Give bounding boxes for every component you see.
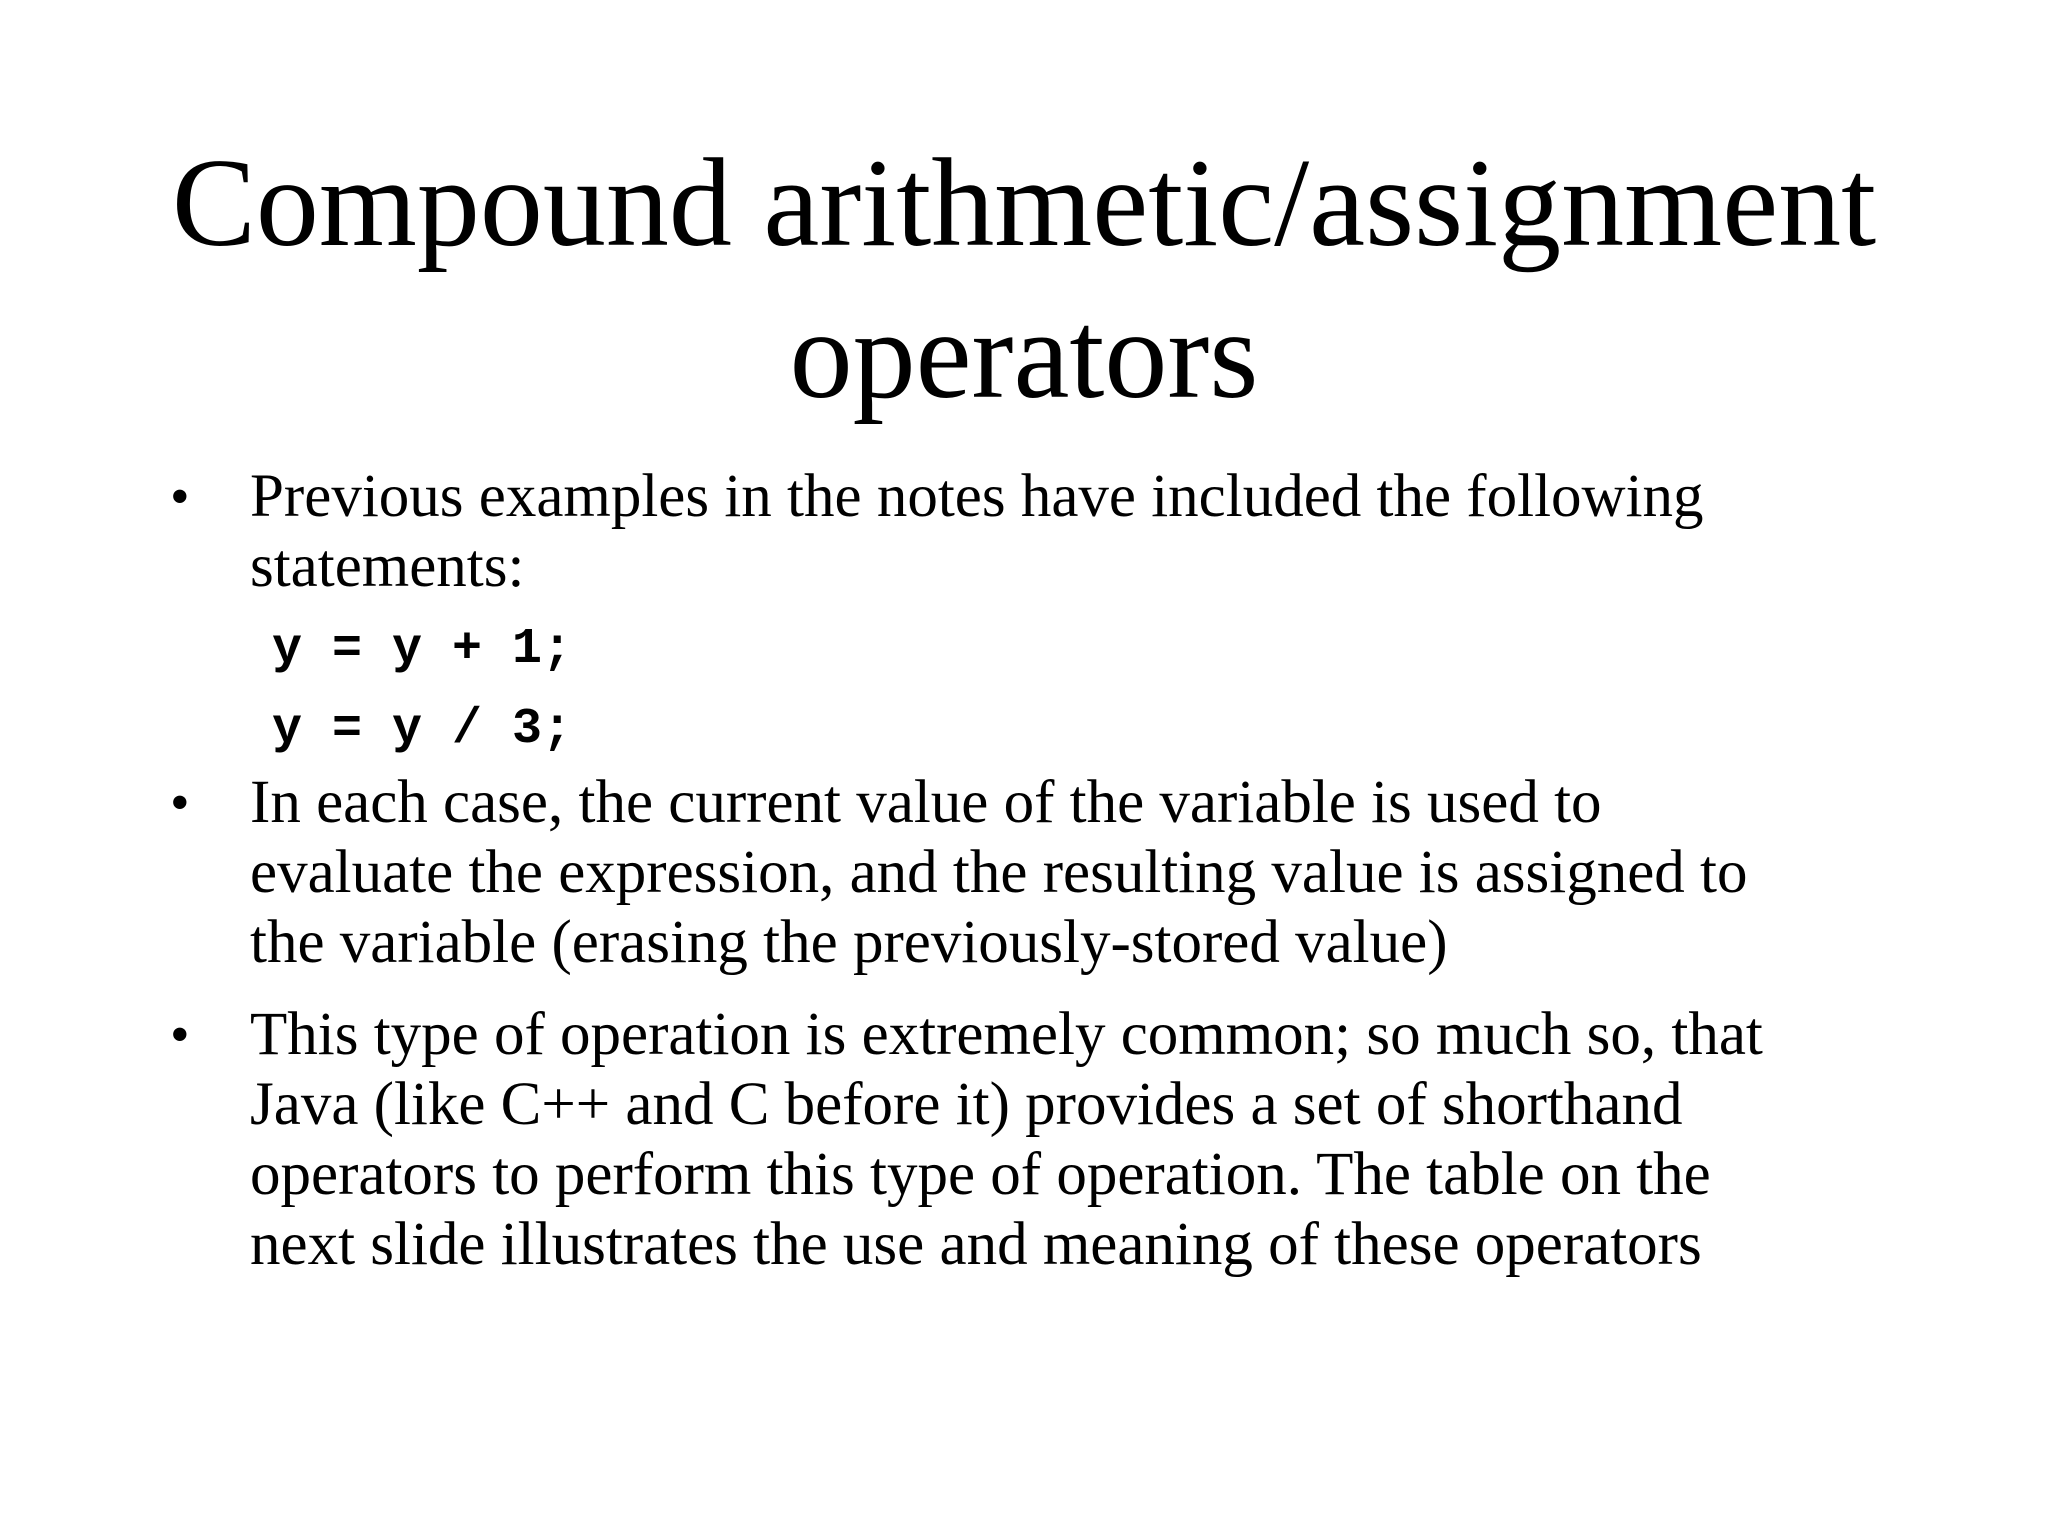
bullet-text [250,1000,1970,1280]
bullet-2-line-1: In each case, the current value of the variable is used to [250,769,1602,836]
bullet-3-line-4: next slide illustrates the use and meaning of these operators [250,1211,1702,1278]
title-line-1: Compound arithmetic/assignment [171,134,1877,273]
bullet-3-line-3: operators to perform this type of operation. The table on the [250,1141,1711,1208]
bullet-marker: • [170,772,190,834]
bullet-1-line-2: statements: [250,533,525,600]
bullet-marker: • [170,466,190,528]
code-line-2: y = y / 3; [272,701,573,758]
bullet-marker: • [170,1004,190,1066]
bullet-1-line-1: Previous examples in the notes have included the following [250,463,1704,530]
bullet-text [250,462,1970,602]
bullet-2-line-3: the variable (erasing the previously-stored value) [250,909,1448,976]
slide-title [0,128,2048,432]
bullet-text [250,768,1970,978]
title-line-2: operators [789,286,1259,425]
code-block [272,610,572,770]
bullet-2-line-2: evaluate the expression, and the resulting value is assigned to [250,839,1748,906]
bullet-3-line-2: Java (like C++ and C before it) provides a set of shorthand [250,1071,1683,1138]
bullet-3-line-1: This type of operation is extremely common; so much so, that [250,1001,1763,1068]
code-line-1: y = y + 1; [272,621,573,678]
